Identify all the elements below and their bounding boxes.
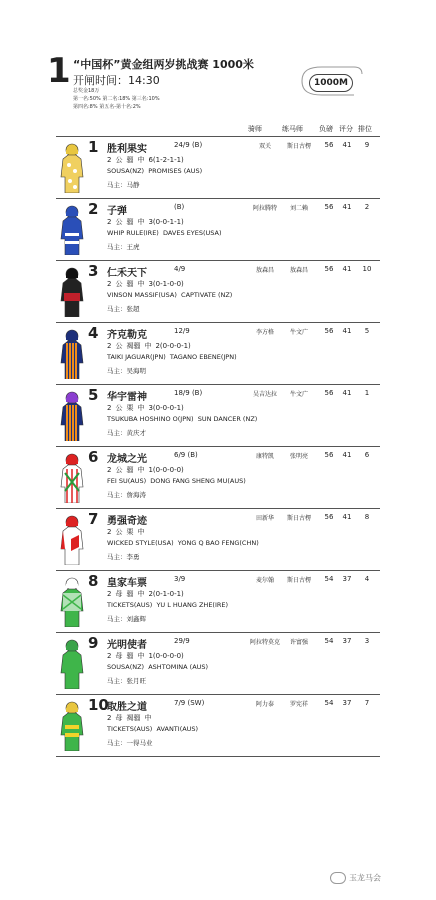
jockey-name: 阿力泰 xyxy=(255,701,274,708)
prize-total: 总奖金18万 xyxy=(73,88,100,94)
horse-sex: 公 xyxy=(115,404,123,412)
dam: DONG FANG SHENG MU(AUS) xyxy=(150,477,246,485)
dam: CAPTIVATE (NZ) xyxy=(181,291,233,299)
weight-value: 54 xyxy=(324,575,334,583)
runner-card xyxy=(56,260,380,322)
trainer-name: 牛文广 xyxy=(289,329,308,336)
runner-number: 7 xyxy=(88,510,99,528)
horse-size: 中 xyxy=(137,528,145,536)
trainer-name: 许富强 xyxy=(289,639,308,646)
score-value: 37 xyxy=(342,575,352,583)
horse-details xyxy=(107,155,188,165)
sire: SOUSA(NZ) xyxy=(107,663,145,671)
horse-record: 3(0-0-0-1) xyxy=(148,404,184,412)
jockey-name: 敖森昌 xyxy=(255,267,274,274)
horse-color: 褐骝 xyxy=(126,714,141,722)
horse-rating: 18/9 (B) xyxy=(174,389,203,397)
horse-color: 骝 xyxy=(126,652,134,660)
dam: ASHTOMINA (AUS) xyxy=(148,663,209,671)
weight-value: 56 xyxy=(324,389,334,397)
sire: TAIKI JAGUAR(JPN) xyxy=(107,353,166,361)
col-draw: 排位 xyxy=(358,125,372,133)
horse-pedigree xyxy=(107,353,237,361)
horse-name: 取胜之道 xyxy=(107,702,147,713)
horse-color: 骝 xyxy=(126,218,134,226)
runner-card xyxy=(56,384,380,446)
trainer-name: 斯日古楞 xyxy=(286,515,311,522)
jockey-silks-icon xyxy=(59,699,85,751)
horse-record: 2(0-0-0-1) xyxy=(155,342,191,350)
horse-size: 中 xyxy=(137,280,145,288)
weight-value: 54 xyxy=(324,637,334,645)
dam: SUN DANCER (NZ) xyxy=(197,415,258,423)
race-start-time: 开闸时间：14:30 xyxy=(73,74,160,87)
horse-rating: 4/9 xyxy=(174,265,186,273)
weight-value: 54 xyxy=(324,699,334,707)
horse-details xyxy=(107,713,159,723)
horse-owner: 马主：黄庆才 xyxy=(107,429,146,437)
jockey-name: 双关 xyxy=(258,143,271,150)
horse-size: 中 xyxy=(137,466,145,474)
horse-age: 2 xyxy=(107,714,112,722)
horse-rating: 6/9 (B) xyxy=(174,451,198,459)
horse-pedigree xyxy=(107,415,257,423)
score-value: 37 xyxy=(342,699,352,707)
runner-list xyxy=(56,136,380,757)
jockey-silks-icon xyxy=(59,203,85,255)
horse-name: 勇强奇迹 xyxy=(107,516,147,527)
horse-size: 中 xyxy=(137,156,145,164)
horse-name: 华宇雷神 xyxy=(107,392,147,403)
trainer-name: 牛文广 xyxy=(289,391,308,398)
jockey-name: 阿拉特莫克 xyxy=(249,639,280,646)
horse-pedigree xyxy=(107,229,221,237)
weight-value: 56 xyxy=(324,203,334,211)
horse-age: 2 xyxy=(107,404,112,412)
jockey-name: 康特凯 xyxy=(255,453,274,460)
horse-age: 2 xyxy=(107,466,112,474)
jockey-name: 吴吉达拉 xyxy=(252,391,277,398)
runner-card xyxy=(56,136,380,198)
runner-number: 10 xyxy=(88,696,109,714)
sire: WHIP RULE(IRE) xyxy=(107,229,159,237)
race-title: “中国杯”黄金组两岁挑战赛 1000米 xyxy=(73,58,254,71)
draw-value: 3 xyxy=(364,637,370,645)
sire: FEI SU(AUS) xyxy=(107,477,147,485)
horse-owner: 马主：詹海涛 xyxy=(107,491,146,499)
horse-sex: 公 xyxy=(115,156,123,164)
horse-record: 6(1-2-1-1) xyxy=(148,156,184,164)
weight-value: 56 xyxy=(324,141,334,149)
horse-record: 1(0-0-0-0) xyxy=(148,652,184,660)
horse-rating: 3/9 xyxy=(174,575,186,583)
horse-name: 光明使者 xyxy=(107,640,147,651)
runner-number: 5 xyxy=(88,386,99,404)
horse-name: 龙城之光 xyxy=(107,454,147,465)
score-value: 41 xyxy=(342,451,352,459)
horse-record: 3(0-1-0-0) xyxy=(148,280,184,288)
horse-rating: (B) xyxy=(174,203,185,211)
horse-age: 2 xyxy=(107,652,112,660)
horse-pedigree xyxy=(107,725,198,733)
horse-age: 2 xyxy=(107,528,112,536)
trainer-name: 张明亮 xyxy=(289,453,308,460)
draw-value: 6 xyxy=(364,451,370,459)
horse-size: 中 xyxy=(137,404,145,412)
runner-number: 2 xyxy=(88,200,99,218)
sire: WICKED STYLE(USA) xyxy=(107,539,174,547)
jockey-silks-icon xyxy=(59,451,85,503)
dam: PROMISES (AUS) xyxy=(148,167,203,175)
runner-number: 8 xyxy=(88,572,99,590)
horse-owner: 马主：刘鑫辉 xyxy=(107,615,146,623)
horse-pedigree xyxy=(107,477,246,485)
horse-sex: 母 xyxy=(115,652,123,660)
runner-card xyxy=(56,446,380,508)
jockey-silks-icon xyxy=(59,575,85,627)
trainer-name: 斯日古楞 xyxy=(286,143,311,150)
horse-color: 骝 xyxy=(126,280,134,288)
horse-pedigree xyxy=(107,663,208,671)
horse-sex: 公 xyxy=(115,528,123,536)
draw-value: 4 xyxy=(364,575,370,583)
runner-card xyxy=(56,632,380,694)
prize-split-1: 第一名:50% 第二名:18% 第三名:10% xyxy=(73,96,160,102)
sire: VINSON MASSIF(USA) xyxy=(107,291,177,299)
dam: DAVES EYES(USA) xyxy=(162,229,222,237)
draw-value: 7 xyxy=(364,699,370,707)
weight-value: 56 xyxy=(324,327,334,335)
weight-value: 56 xyxy=(324,451,334,459)
watermark xyxy=(330,872,381,884)
trainer-name: 斯日古楞 xyxy=(286,577,311,584)
horse-age: 2 xyxy=(107,342,112,350)
horse-color: 褐骝 xyxy=(126,342,141,350)
wechat-icon xyxy=(330,872,346,884)
horse-owner: 马主：王虎 xyxy=(107,243,140,251)
trainer-name: 敖森昌 xyxy=(289,267,308,274)
runner-number: 3 xyxy=(88,262,99,280)
jockey-name: 李方格 xyxy=(255,329,274,336)
horse-sex: 公 xyxy=(115,280,123,288)
horse-sex: 公 xyxy=(115,342,123,350)
score-value: 37 xyxy=(342,637,352,645)
horse-details xyxy=(107,589,188,599)
draw-value: 9 xyxy=(364,141,370,149)
horse-age: 2 xyxy=(107,280,112,288)
horse-name: 胜利果实 xyxy=(107,144,147,155)
draw-value: 10 xyxy=(362,265,372,273)
jockey-silks-icon xyxy=(59,637,85,689)
dam: AVANTI(AUS) xyxy=(156,725,199,733)
prize-split-2: 第四名:8% 第五名-第十名:2% xyxy=(73,104,141,110)
col-score: 评分 xyxy=(339,125,353,133)
score-value: 41 xyxy=(342,203,352,211)
dam: TAGANO EBENE(JPN) xyxy=(169,353,237,361)
horse-owner: 马主：一得马业 xyxy=(107,739,153,747)
horse-rating: 29/9 xyxy=(174,637,190,645)
sire: SOUSA(NZ) xyxy=(107,167,145,175)
dam: YONG Q BAO FENG(CHN) xyxy=(177,539,259,547)
race-number: 1 xyxy=(47,51,71,91)
score-value: 41 xyxy=(342,141,352,149)
horse-size: 中 xyxy=(137,218,145,226)
runner-card xyxy=(56,322,380,384)
horse-size: 中 xyxy=(144,342,152,350)
horse-owner: 马主：吴海明 xyxy=(107,367,146,375)
horse-pedigree xyxy=(107,539,259,547)
horse-size: 中 xyxy=(137,652,145,660)
score-value: 41 xyxy=(342,265,352,273)
col-jockey: 骑师 xyxy=(248,125,262,133)
runner-card xyxy=(56,570,380,632)
horse-size: 中 xyxy=(137,590,145,598)
horse-details xyxy=(107,341,195,351)
horse-color: 栗 xyxy=(126,404,134,412)
horse-age: 2 xyxy=(107,218,112,226)
race-header xyxy=(0,0,436,118)
draw-value: 8 xyxy=(364,513,370,521)
horse-color: 栗 xyxy=(126,528,134,536)
score-value: 41 xyxy=(342,389,352,397)
horse-details xyxy=(107,279,188,289)
sire: TICKETS(AUS) xyxy=(107,725,153,733)
horse-pedigree xyxy=(107,601,228,609)
horse-details xyxy=(107,527,152,537)
jockey-silks-icon xyxy=(59,327,85,379)
horse-sex: 母 xyxy=(115,714,123,722)
weight-value: 56 xyxy=(324,265,334,273)
horse-owner: 马主：张月旺 xyxy=(107,677,146,685)
runner-number: 1 xyxy=(88,138,99,156)
horse-age: 2 xyxy=(107,590,112,598)
horse-age: 2 xyxy=(107,156,112,164)
horse-sex: 公 xyxy=(115,466,123,474)
trainer-name: 刘二赖 xyxy=(289,205,308,212)
horse-sex: 母 xyxy=(115,590,123,598)
col-weight: 负磅 xyxy=(319,125,333,133)
jockey-silks-icon xyxy=(59,265,85,317)
jockey-silks-icon xyxy=(59,389,85,441)
runner-card xyxy=(56,198,380,260)
watermark-text: 玉龙马会 xyxy=(349,873,381,883)
horse-owner: 马主：张超 xyxy=(107,305,140,313)
horse-name: 齐克勒克 xyxy=(107,330,147,341)
horse-rating: 24/9 (B) xyxy=(174,141,203,149)
trainer-name: 罗宪祥 xyxy=(289,701,308,708)
sire: TSUKUBA HOSHINO O(JPN) xyxy=(107,415,194,423)
dam: YU L HUANG ZHE(IRE) xyxy=(156,601,229,609)
sire: TICKETS(AUS) xyxy=(107,601,153,609)
score-value: 41 xyxy=(342,513,352,521)
jockey-silks-icon xyxy=(59,141,85,193)
horse-sex: 公 xyxy=(115,218,123,226)
horse-record: 3(0-0-1-1) xyxy=(148,218,184,226)
horse-rating: 7/9 (SW) xyxy=(174,699,205,707)
jockey-name: 田新华 xyxy=(255,515,274,522)
horse-pedigree xyxy=(107,167,202,175)
horse-size: 中 xyxy=(144,714,152,722)
runner-number: 6 xyxy=(88,448,99,466)
runner-card xyxy=(56,508,380,570)
horse-details xyxy=(107,465,188,475)
draw-value: 2 xyxy=(364,203,370,211)
jockey-name: 麦尔翰 xyxy=(255,577,274,584)
jockey-name: 阿拉腾特 xyxy=(252,205,277,212)
runner-number: 9 xyxy=(88,634,99,652)
horse-details xyxy=(107,403,188,413)
distance-badge: 1000M xyxy=(309,74,353,92)
horse-record: 2(0-1-0-1) xyxy=(148,590,184,598)
horse-color: 骝 xyxy=(126,466,134,474)
horse-record: 1(0-0-0-0) xyxy=(148,466,184,474)
horse-name: 子弹 xyxy=(107,206,127,217)
horse-owner: 马主：马静 xyxy=(107,181,140,189)
horse-pedigree xyxy=(107,291,232,299)
horse-color: 骝 xyxy=(126,156,134,164)
runner-number: 4 xyxy=(88,324,99,342)
score-value: 41 xyxy=(342,327,352,335)
draw-value: 5 xyxy=(364,327,370,335)
horse-rating: 12/9 xyxy=(174,327,190,335)
horse-name: 皇家车票 xyxy=(107,578,147,589)
horse-name: 仁禾天下 xyxy=(107,268,147,279)
weight-value: 56 xyxy=(324,513,334,521)
horse-details xyxy=(107,651,188,661)
runner-card xyxy=(56,694,380,757)
jockey-silks-icon xyxy=(59,513,85,565)
horse-color: 骝 xyxy=(126,590,134,598)
horse-owner: 马主：李勇 xyxy=(107,553,140,561)
draw-value: 1 xyxy=(364,389,370,397)
col-trainer: 练马师 xyxy=(282,125,303,133)
horse-details xyxy=(107,217,188,227)
